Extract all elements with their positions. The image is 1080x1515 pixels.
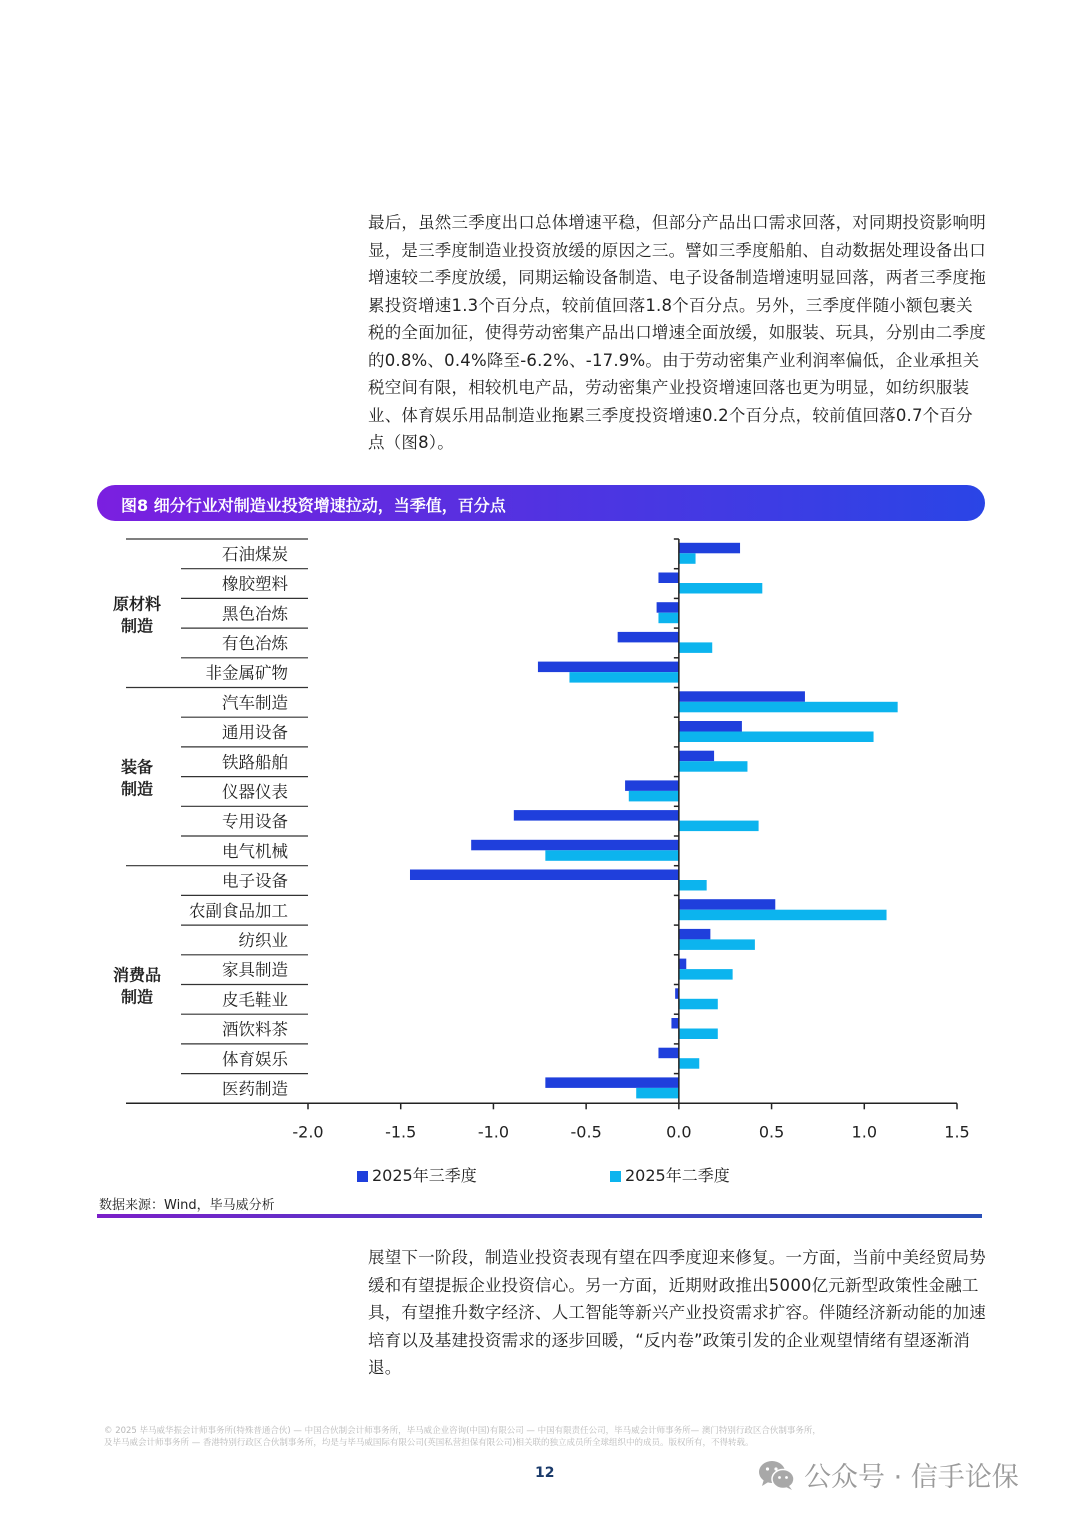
group-label: 消费品 <box>112 965 162 985</box>
bar-q2 <box>679 702 898 713</box>
category-label: 通用设备 <box>222 723 288 743</box>
category-label: 电气机械 <box>222 841 288 861</box>
copyright-line-2: 及毕马威会计师事务所 — 香港特别行政区合伙制事务所，均是与毕马威国际有限公司(英国私营担保有限公司)相关联的独立成员所全球组织中的成员。版权所有，不得转载。 <box>104 1438 754 1448</box>
bar-q2 <box>679 969 733 980</box>
group-label: 装备 <box>120 757 154 777</box>
legend-swatch-q3 <box>357 1171 368 1182</box>
category-label: 橡胶塑料 <box>222 574 288 594</box>
group-label: 制造 <box>120 987 154 1007</box>
category-label: 汽车制造 <box>222 693 288 713</box>
bar-q2 <box>679 732 874 743</box>
bar-q3 <box>514 810 679 821</box>
body-paragraph-2: 展望下一阶段，制造业投资表现有望在四季度迎来修复。一方面，当前中美经贸局势缓和有望提振企业投资信心。另一方面，近期财政推出5000亿元新型政策性金融工具，有望推升数字经济、人工智能等新兴产业投资需求扩容。伴随经济新动能的加速培育以及基建投资需求的逐步回暖，“反内卷”政策引发的企业观望情绪有望逐渐消退。 <box>368 1248 986 1377</box>
x-tick-label: 0.5 <box>758 1122 785 1142</box>
x-tick-label: -1.5 <box>385 1122 417 1142</box>
copyright-line-1: © 2025 毕马威华振会计师事务所(特殊普通合伙) — 中国合伙制会计师事务所，毕马威企业咨询(中国)有限公司 — 中国有限责任公司，毕马威会计师事务所— 澳门特别行政区合伙制事务所， <box>104 1426 821 1436</box>
bar-q3 <box>679 543 740 554</box>
bar-q3 <box>679 721 742 732</box>
x-tick-label: -0.5 <box>570 1122 602 1142</box>
legend-item-q2 <box>610 1163 730 1186</box>
legend-label-q2: 2025年二季度 <box>625 1166 730 1185</box>
bar-q3 <box>471 840 679 851</box>
legend-item-q3 <box>357 1163 477 1186</box>
bar-q3 <box>625 780 679 791</box>
bar-q3 <box>538 662 679 673</box>
bar-q3 <box>679 751 714 762</box>
bar-q2 <box>658 613 678 624</box>
bar-q3 <box>658 573 678 584</box>
copyright-footer <box>104 1425 984 1449</box>
wechat-icon <box>758 1459 796 1491</box>
bar-q2 <box>679 880 707 891</box>
category-label: 铁路船舶 <box>222 752 288 772</box>
bar-chart <box>0 525 1080 1165</box>
category-label: 有色冶炼 <box>222 633 288 653</box>
figure-title: 图8 细分行业对制造业投资增速拉动，当季值，百分点 <box>121 496 506 515</box>
category-label: 非金属矿物 <box>205 663 288 683</box>
bar-q3 <box>679 929 711 940</box>
x-tick-label: 1.5 <box>944 1122 970 1142</box>
watermark-text: 公众号 · 信手论保 <box>804 1462 1019 1493</box>
x-tick-label: -1.0 <box>477 1122 510 1142</box>
legend-swatch-q2 <box>610 1171 621 1182</box>
bar-q2 <box>679 553 696 564</box>
category-label: 纺织业 <box>238 930 288 950</box>
data-source: 数据来源：Wind，毕马威分析 <box>99 1198 275 1213</box>
bar-q2 <box>679 583 762 594</box>
group-label: 原材料 <box>112 594 162 614</box>
category-label: 家具制造 <box>222 960 288 980</box>
body-paragraph-1: 最后，虽然三季度出口总体增速平稳，但部分产品出口需求回落，对同期投资影响明显，是三季度制造业投资放缓的原因之三。譬如三季度船舶、自动数据处理设备出口增速较二季度放缓，同期运输设备制造、电子设备制造增速明显回落，两者三季度拖累投资增速1.3个百分点，较前值回落1.8个百分点。另外，三季度伴随小额包裹关税的全面加征，使得劳动密集产品出口增速全面放缓，如服装、玩具，分别由二季度的0.8%、0.4%降至-6.2%、-17.9%。由于劳动密集产业利润率偏低，企业承担关税空间有限，相较机电产品，劳动密集产业投资增速回落也更为明显，如纺织服装业、体育娱乐用品制造业拖累三季度投资增速0.2个百分点，较前值回落0.7个百分点（图8）。 <box>368 213 986 452</box>
category-label: 专用设备 <box>222 812 288 832</box>
bar-q3 <box>679 959 686 970</box>
bar-q2 <box>679 999 718 1010</box>
category-label: 电子设备 <box>222 871 288 891</box>
bar-q2 <box>545 850 679 861</box>
bar-q2 <box>636 1088 679 1099</box>
legend-label-q3: 2025年三季度 <box>372 1166 477 1185</box>
bar-q2 <box>679 1029 718 1040</box>
bar-q2 <box>679 821 759 832</box>
bar-q2 <box>679 761 748 772</box>
group-label: 制造 <box>120 616 154 636</box>
bar-q3 <box>658 1048 678 1059</box>
bar-q3 <box>671 1018 678 1029</box>
bar-q3 <box>679 691 805 702</box>
bar-q3 <box>657 602 679 613</box>
x-tick-label: 0.0 <box>666 1122 692 1142</box>
bar-q3 <box>618 632 679 643</box>
bar-q2 <box>679 939 755 950</box>
watermark <box>758 1455 1019 1494</box>
bar-q2 <box>679 642 712 653</box>
category-label: 皮毛鞋业 <box>222 990 288 1010</box>
bar-q3 <box>679 899 775 910</box>
category-label: 医药制造 <box>222 1079 288 1099</box>
category-label: 仪器仪表 <box>222 782 288 802</box>
x-tick-label: -2.0 <box>292 1122 324 1142</box>
category-label: 石油煤炭 <box>222 544 288 564</box>
bar-q3 <box>545 1077 679 1088</box>
bar-q2 <box>679 910 887 921</box>
bar-q3 <box>410 870 679 881</box>
category-label: 体育娱乐 <box>222 1049 288 1069</box>
group-label: 制造 <box>120 779 154 799</box>
category-label: 黑色冶炼 <box>222 604 288 624</box>
category-label: 酒饮料茶 <box>222 1020 288 1040</box>
bar-q2 <box>569 672 678 683</box>
bar-q2 <box>679 1058 699 1069</box>
x-tick-label: 1.0 <box>851 1122 878 1142</box>
bar-q2 <box>629 791 679 802</box>
figure-title-bar <box>97 485 985 521</box>
page-number: 12 <box>535 1465 555 1481</box>
category-label: 农副食品加工 <box>189 901 288 921</box>
divider <box>97 1214 982 1218</box>
